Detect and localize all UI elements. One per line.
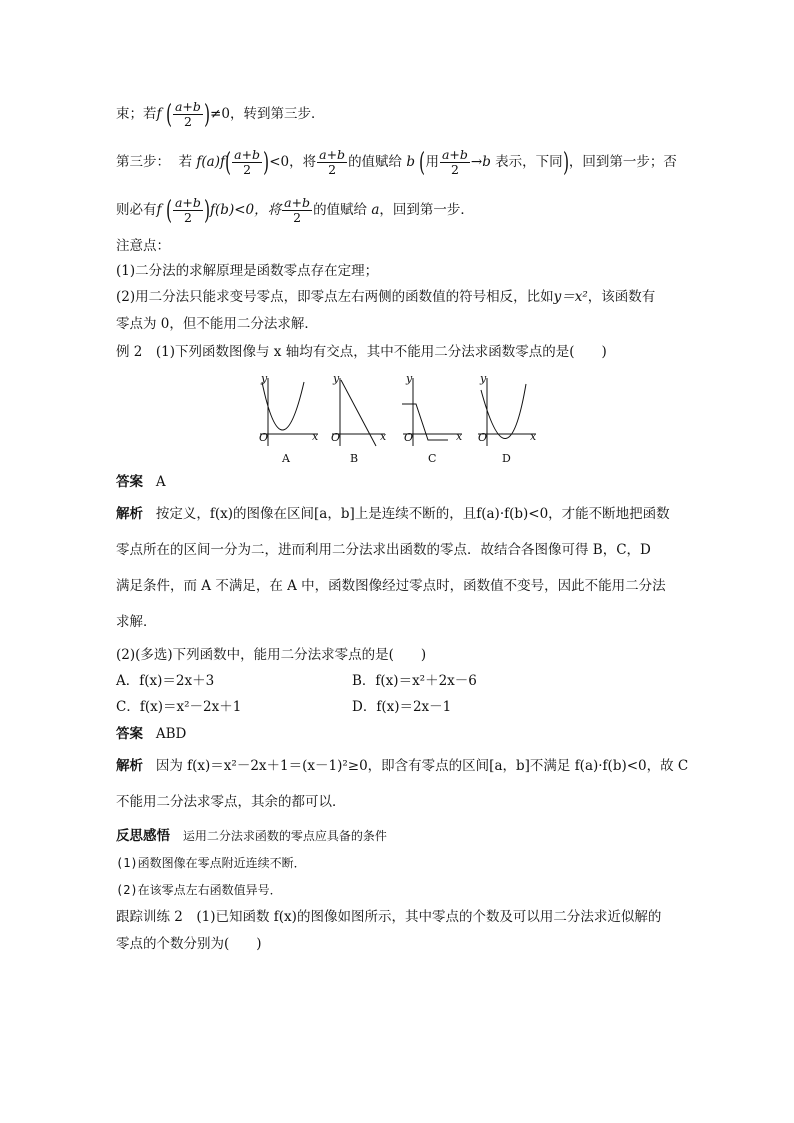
curve xyxy=(341,380,376,446)
analysis-1-line3: 满足条件，而 A 不满足，在 A 中，函数图像经过零点时，函数值不变号，因此不能用二分法 xyxy=(116,578,666,594)
fraction xyxy=(173,196,203,225)
reflection-1: (1)函数图像在零点附近连续不断． xyxy=(116,856,306,870)
fraction xyxy=(232,148,262,177)
text: ，该函数有 xyxy=(587,289,656,305)
notes-title: 注意点： xyxy=(116,238,170,254)
note-2-line1 xyxy=(116,287,655,307)
reflection-label: 反思感悟 xyxy=(116,828,170,844)
practice-line1: 跟踪训练 2 (1)已知函数 f(x)的图像如图所示，其中零点的个数及可以用二分法求近似解的 xyxy=(116,909,662,925)
axis-x-label: x xyxy=(530,430,537,443)
text: ，回到第一步． xyxy=(379,202,474,218)
analysis-1-line4: 求解． xyxy=(116,614,157,630)
analysis-label: 解析 xyxy=(116,758,143,774)
answer-1 xyxy=(116,472,166,492)
analysis-label: 解析 xyxy=(116,506,143,522)
origin-label: O xyxy=(259,431,269,444)
reflection-title xyxy=(116,826,387,846)
origin-label: O xyxy=(404,431,414,444)
graph-label-c: C xyxy=(428,452,437,465)
graph-label-b: B xyxy=(350,452,359,465)
graph-label-a: A xyxy=(282,452,290,465)
text: 则必有 xyxy=(116,202,157,218)
note-1: (1)二分法的求解原理是函数零点存在定理； xyxy=(116,263,379,279)
text: 的值赋给 xyxy=(348,154,403,170)
axis-x-label: x xyxy=(380,430,387,443)
axis-y-label: y xyxy=(406,372,413,385)
fraction-den: 2 xyxy=(328,162,337,177)
fraction-den: 2 xyxy=(183,114,192,129)
graph-label-d: D xyxy=(502,452,511,465)
fraction-den: 2 xyxy=(293,210,302,225)
analysis-1-line2: 零点所在的区间一分为二，进而利用二分法求出函数的零点．故结合各图像可得 B，C，D xyxy=(116,542,651,558)
text: ≠0，转到第三步． xyxy=(210,106,325,122)
right-paren: ) xyxy=(203,99,211,130)
step3-line2 xyxy=(116,196,474,225)
option-b: B．f(x)＝x²＋2x－6 xyxy=(352,673,477,689)
text: ，回到第一步；否 xyxy=(568,154,677,170)
note-2-line2: 零点为 0，但不能用二分法求解． xyxy=(116,316,318,332)
step2-end-line xyxy=(116,100,324,129)
reflection-subtitle: 运用二分法求函数的零点应具备的条件 xyxy=(182,829,387,843)
graph-a xyxy=(260,378,318,446)
step3-line1 xyxy=(116,148,677,177)
left-paren: ( xyxy=(165,99,172,130)
axis-y-label: y xyxy=(333,372,340,385)
analysis-2-line1 xyxy=(116,756,688,776)
text: 用 xyxy=(425,154,439,170)
analysis-2-line2: 不能用二分法求零点，其余的都可以． xyxy=(116,794,346,810)
fraction xyxy=(282,196,312,225)
fraction-den: 2 xyxy=(183,210,192,225)
answer-label: 答案 xyxy=(116,474,143,490)
math: →b xyxy=(470,154,491,170)
fraction-num: a+b xyxy=(284,195,311,210)
text: 表示，下同 xyxy=(495,154,563,170)
fraction-num: a+b xyxy=(319,147,346,162)
option-d: D．f(x)＝2x－1 xyxy=(352,699,452,715)
axis-y-label: y xyxy=(480,372,487,385)
origin-label: O xyxy=(331,431,341,444)
fraction xyxy=(440,148,470,177)
math: b xyxy=(406,154,416,170)
math: a xyxy=(371,202,380,218)
left-paren: ( xyxy=(225,147,232,178)
example2-q2: (2)(多选)下列函数中，能用二分法求零点的是( ) xyxy=(116,647,427,663)
fraction-num: a+b xyxy=(174,195,201,210)
curve xyxy=(481,384,526,439)
right-paren: ) xyxy=(562,147,569,178)
reflection-2: (2)在该零点左右函数值异号． xyxy=(116,883,282,897)
option-c: C．f(x)＝x²－2x＋1 xyxy=(116,699,242,715)
fraction xyxy=(173,100,203,129)
answer-label: 答案 xyxy=(116,726,143,742)
answer-2 xyxy=(116,724,186,744)
right-paren: ) xyxy=(263,147,270,178)
origin-label: O xyxy=(478,431,488,444)
function-graphs xyxy=(0,368,794,468)
left-paren: ( xyxy=(165,195,172,226)
option-a: A．f(x)＝2x＋3 xyxy=(116,673,215,689)
text: 因为 f(x)＝x²－2x＋1＝(x－1)²≥0，即含有零点的区间[a，b]不满足 f(a)·f(b)<0，故 C xyxy=(155,758,689,774)
text: 若 xyxy=(178,154,193,170)
text: 的值赋给 xyxy=(313,202,368,218)
text: 按定义，f(x)的图像在区间[a，b]上是连续不断的，且f(a)·f(b)<0，才能不断地把函数 xyxy=(155,506,670,522)
text: (2)用二分法只能求变号零点，即零点左右两侧的函数值的符号相反，比如 xyxy=(116,289,554,305)
fraction-num: a+b xyxy=(174,99,201,114)
axis-y-label: y xyxy=(261,372,268,385)
fraction-den: 2 xyxy=(243,162,252,177)
func-f: f xyxy=(156,106,162,122)
example2-q1: 例 2 (1)下列函数图像与 x 轴均有交点，其中不能用二分法求函数零点的是( ) xyxy=(116,344,607,360)
math: f xyxy=(156,202,162,218)
right-paren: ) xyxy=(203,195,211,226)
math: y＝x² xyxy=(553,289,588,305)
fraction-den: 2 xyxy=(450,162,459,177)
step3-label: 第三步： xyxy=(116,154,170,170)
answer-value: A xyxy=(155,474,166,490)
analysis-1-line1 xyxy=(116,504,670,524)
left-paren: ( xyxy=(419,147,426,178)
answer-value: ABD xyxy=(155,726,187,742)
fraction-num: a+b xyxy=(441,147,468,162)
math: f(b)<0，将 xyxy=(210,202,282,218)
fraction-num: a+b xyxy=(234,147,261,162)
fraction xyxy=(317,148,347,177)
text: <0，将 xyxy=(269,154,317,170)
text: 束；若 xyxy=(116,106,157,122)
axis-x-label: x xyxy=(312,430,319,443)
math: f(a)f xyxy=(196,154,225,170)
practice-line2: 零点的个数分别为( ) xyxy=(116,936,262,952)
axis-x-label: x xyxy=(456,430,463,443)
